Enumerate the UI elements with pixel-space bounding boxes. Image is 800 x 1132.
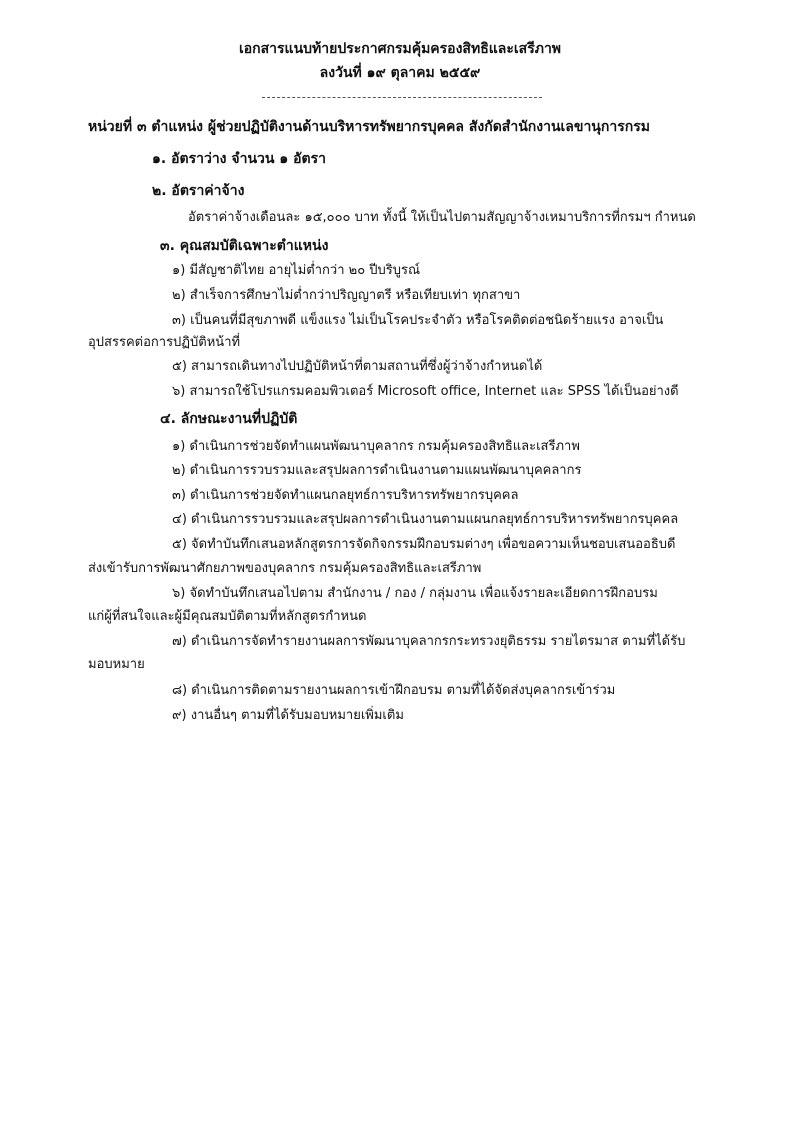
list-item-continuation: อุปสรรคต่อการปฏิบัติหน้าที่ xyxy=(88,335,241,350)
document-title: เอกสารแนบท้ายประกาศกรมคุ้มครองสิทธิและเสรีภาพ xyxy=(238,41,562,57)
list-item: ๑) ดำเนินการช่วยจัดทำแผนพัฒนาบุคลากร กรมคุ้มครองสิทธิและเสรีภาพ xyxy=(172,439,580,454)
section-3-heading: ๓. คุณสมบัติเฉพาะตำแหน่ง xyxy=(160,238,329,254)
list-item: ๖) จัดทำบันทึกเสนอไปตาม สำนักงาน / กอง / กลุ่มงาน เพื่อแจ้งรายละเอียดการฝึกอบรม xyxy=(172,586,658,601)
list-item-continuation: แก่ผู้ที่สนใจและผู้มีคุณสมบัติตามที่หลักสูตรกำหนด xyxy=(88,609,367,624)
list-item: ๑) มีสัญชาติไทย อายุไม่ต่ำกว่า ๒๐ ปีบริบูรณ์ xyxy=(172,263,421,278)
list-item: ๓) ดำเนินการช่วยจัดทำแผนกลยุทธ์การบริหารทรัพยากรบุคคล xyxy=(172,488,519,503)
list-item: ๖) สามารถใช้โปรแกรมคอมพิวเตอร์ Microsoft office, Internet และ SPSS ได้เป็นอย่างดี xyxy=(172,384,679,399)
section-1-heading: ๑. อัตราว่าง จำนวน ๑ อัตรา xyxy=(152,151,326,167)
list-item: ๕) สามารถเดินทางไปปฏิบัติหน้าที่ตามสถานที่ซึ่งผู้ว่าจ้างกำหนดได้ xyxy=(172,359,543,374)
list-item: ๒) สำเร็จการศึกษาไม่ต่ำกว่าปริญญาตรี หรือเทียบเท่า ทุกสาขา xyxy=(172,288,521,303)
section-4-heading: ๔. ลักษณะงานที่ปฏิบัติ xyxy=(160,411,298,427)
list-item: ๔) ดำเนินการรวบรวมและสรุปผลการดำเนินงานตามแผนกลยุทธ์การบริหารทรัพยากรบุคคล xyxy=(172,512,679,527)
separator-line xyxy=(262,97,542,98)
list-item: ๒) ดำเนินการรวบรวมและสรุปผลการดำเนินงานตามแผนพัฒนาบุคคลากร xyxy=(172,463,582,478)
list-item: ๗) ดำเนินการจัดทำรายงานผลการพัฒนาบุคลากรกระทรวงยุติธรรม รายไตรมาส ตามที่ได้รับ xyxy=(172,634,686,649)
list-item: ๘) ดำเนินการติดตามรายงานผลการเข้าฝึกอบรม ตามที่ได้จัดส่งบุคลากรเข้าร่วม xyxy=(172,683,616,698)
list-item-continuation: ส่งเข้ารับการพัฒนาศักยภาพของบุคลากร กรมคุ้มครองสิทธิและเสรีภาพ xyxy=(88,561,482,576)
list-item: ๕) จัดทำบันทึกเสนอหลักสูตรการจัดกิจกรรมฝึกอบรมต่างๆ เพื่อขอความเห็นชอบเสนออธิบดี xyxy=(172,537,676,552)
section-2-heading: ๒. อัตราค่าจ้าง xyxy=(152,183,245,199)
document-date: ลงวันที่ ๑๙ ตุลาคม ๒๕๕๙ xyxy=(319,65,481,81)
section-2-body: อัตราค่าจ้างเดือนละ ๑๕,๐๐๐ บาท ทั้งนี้ ให้เป็นไปตามสัญญาจ้างเหมาบริการที่กรมฯ กำหนด xyxy=(188,210,696,225)
unit-heading: หน่วยที่ ๓ ตำแหน่ง ผู้ช่วยปฏิบัติงานด้านบริหารทรัพยากรบุคคล สังกัดสำนักงานเลขานุการกรม xyxy=(88,119,650,135)
list-item: ๙) งานอื่นๆ ตามที่ได้รับมอบหมายเพิ่มเติม xyxy=(172,708,404,723)
list-item-continuation: มอบหมาย xyxy=(88,657,145,672)
list-item: ๓) เป็นคนที่มีสุขภาพดี แข็งแรง ไม่เป็นโรคประจำตัว หรือโรคติดต่อชนิดร้ายแรง อาจเป็น xyxy=(172,313,664,328)
